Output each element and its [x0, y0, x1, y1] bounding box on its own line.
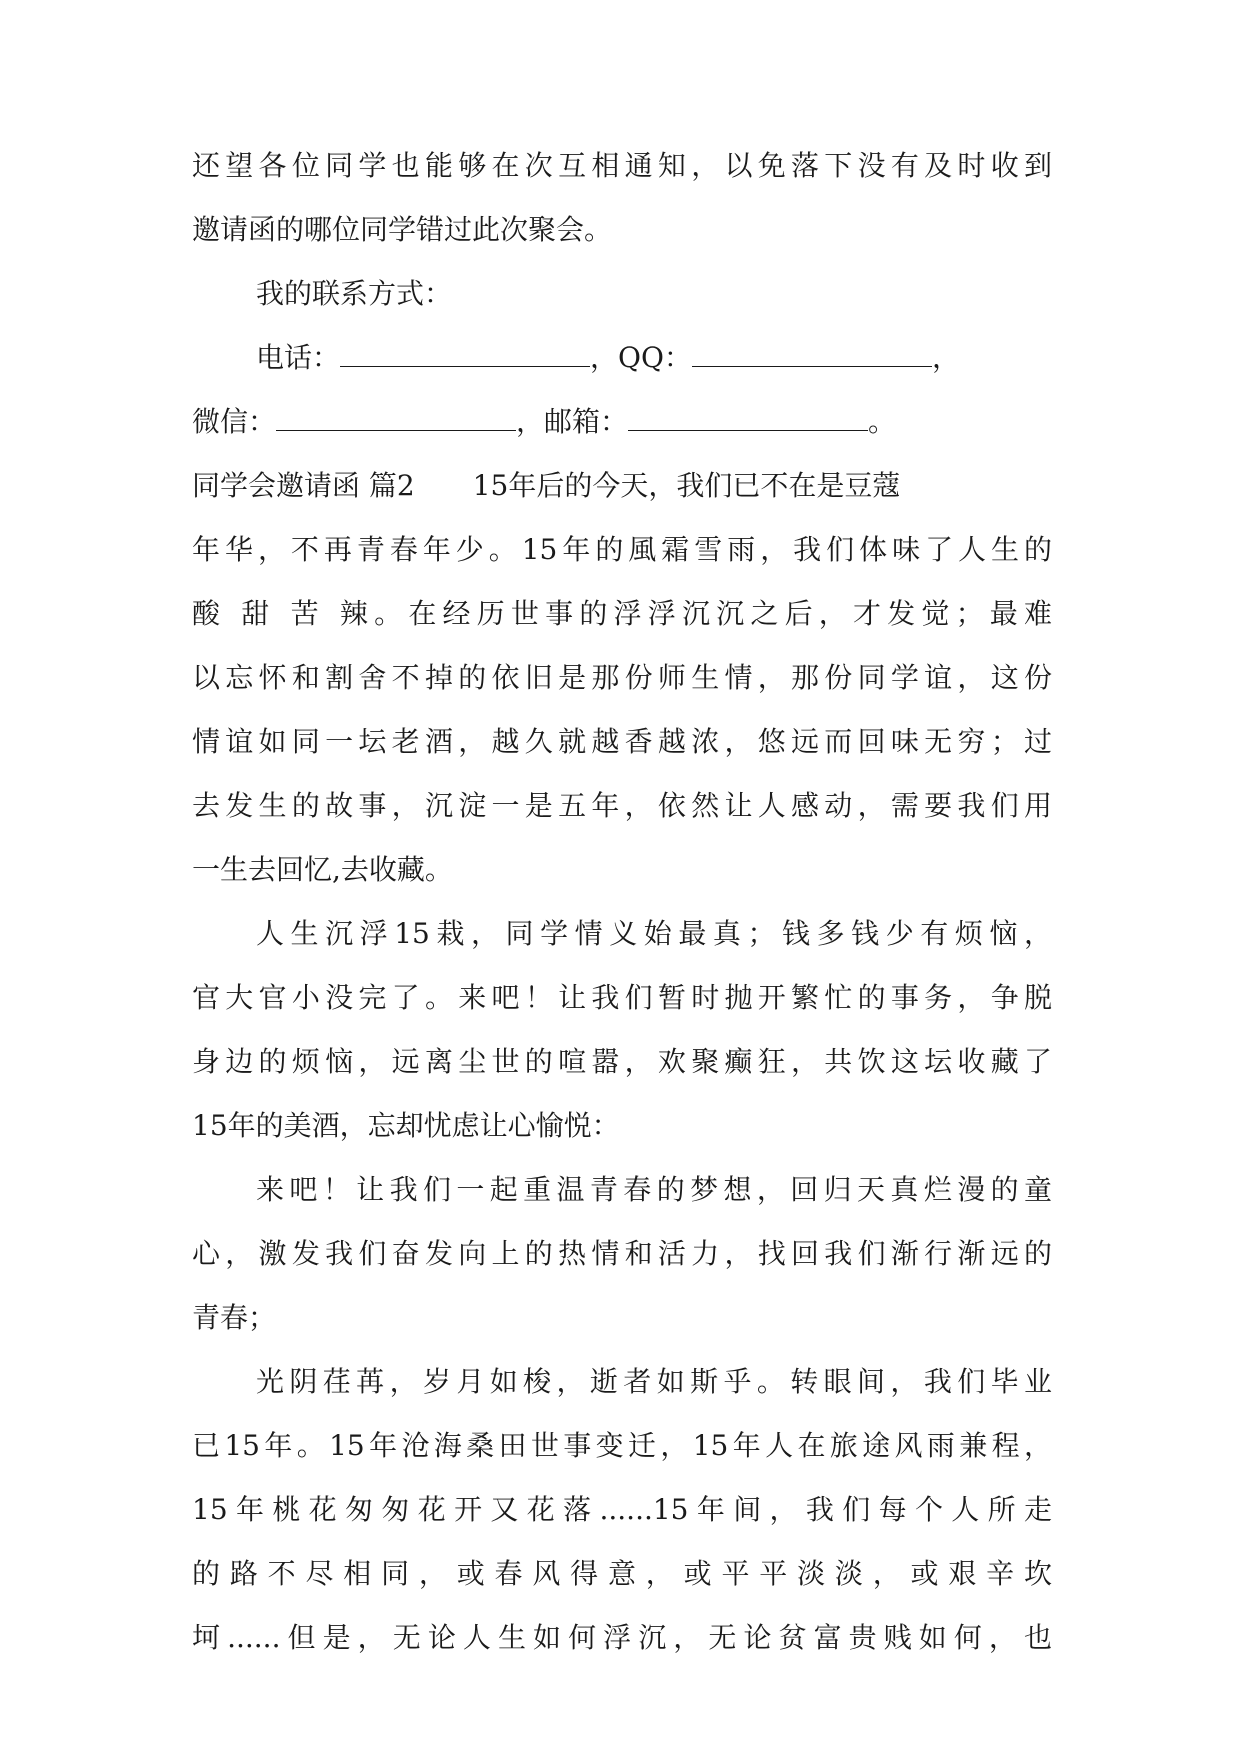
section-title: 同学会邀请函 篇2 — [192, 469, 415, 502]
text-line: 心，激发我们奋发向上的热情和活力，找回我们渐行渐远的 — [192, 1237, 1052, 1270]
text-line: 情谊如同一坛老酒，越久就越香越浓，悠远而回味无穷；过 — [192, 725, 1052, 758]
text-line: 青春； — [192, 1301, 277, 1334]
text-line: 邀请函的哪位同学错过此次聚会。 — [192, 213, 613, 246]
contact-wechat-email-line — [192, 390, 1052, 454]
email-label: ，邮箱： — [516, 405, 629, 438]
text-line: 以忘怀和割舍不掉的依旧是那份师生情，那份同学谊，这份 — [192, 661, 1052, 694]
text-span: 15年后的今天，我们已不在是豆蔻 — [472, 469, 901, 502]
wechat-label: 微信： — [192, 405, 277, 438]
text-line: 一生去回忆,去收藏。 — [192, 853, 453, 886]
email-blank — [628, 390, 868, 431]
section-title-line — [192, 454, 1052, 518]
text-line: 15年的美酒，忘却忧虑让心愉悦： — [192, 1109, 620, 1142]
text-line: 光阴荏苒，岁月如梭，逝者如斯乎。转眼间，我们毕业 — [256, 1365, 1052, 1398]
text-line: 身边的烦恼，远离尘世的喧嚣，欢聚癫狂，共饮这坛收藏了 — [192, 1045, 1052, 1078]
text-line: 来吧！让我们一起重温青春的梦想，回归天真烂漫的童 — [256, 1173, 1052, 1206]
text-line: 的路不尽相同，或春风得意，或平平淡淡，或艰辛坎 — [192, 1557, 1052, 1590]
text-line: 年华，不再青春年少。15年的風霜雪雨，我们体味了人生的 — [192, 533, 1052, 566]
comma: ， — [931, 341, 960, 374]
phone-blank — [340, 326, 590, 367]
phone-label: 电话： — [256, 341, 341, 374]
text-line: 已15年。15年沧海桑田世事变迁，15年人在旅途风雨兼程， — [192, 1429, 1052, 1462]
text-line: 还望各位同学也能够在次互相通知，以免落下没有及时收到 — [192, 149, 1052, 182]
contact-phone-qq-line — [256, 326, 1052, 390]
text-line: 去发生的故事，沉淀一是五年，依然让人感动，需要我们用 — [192, 789, 1052, 822]
text-line: 15年桃花匆匆花开又花落......15年间，我们每个人所走 — [192, 1493, 1052, 1526]
qq-label: ，QQ： — [590, 341, 692, 374]
period: 。 — [868, 405, 897, 438]
text-line: 官大官小没完了。来吧！让我们暂时抛开繁忙的事务，争脱 — [192, 981, 1052, 1014]
qq-blank — [692, 326, 932, 367]
wechat-blank — [276, 390, 516, 431]
contact-heading: 我的联系方式： — [256, 277, 453, 310]
text-line: 坷......但是，无论人生如何浮沉，无论贫富贵贱如何，也 — [192, 1621, 1052, 1654]
text-line: 酸 甜 苦 辣。在经历世事的浮浮沉沉之后，才发觉；最难 — [192, 597, 1052, 630]
text-line: 人生沉浮15栽，同学情义始最真；钱多钱少有烦恼， — [256, 917, 1052, 950]
